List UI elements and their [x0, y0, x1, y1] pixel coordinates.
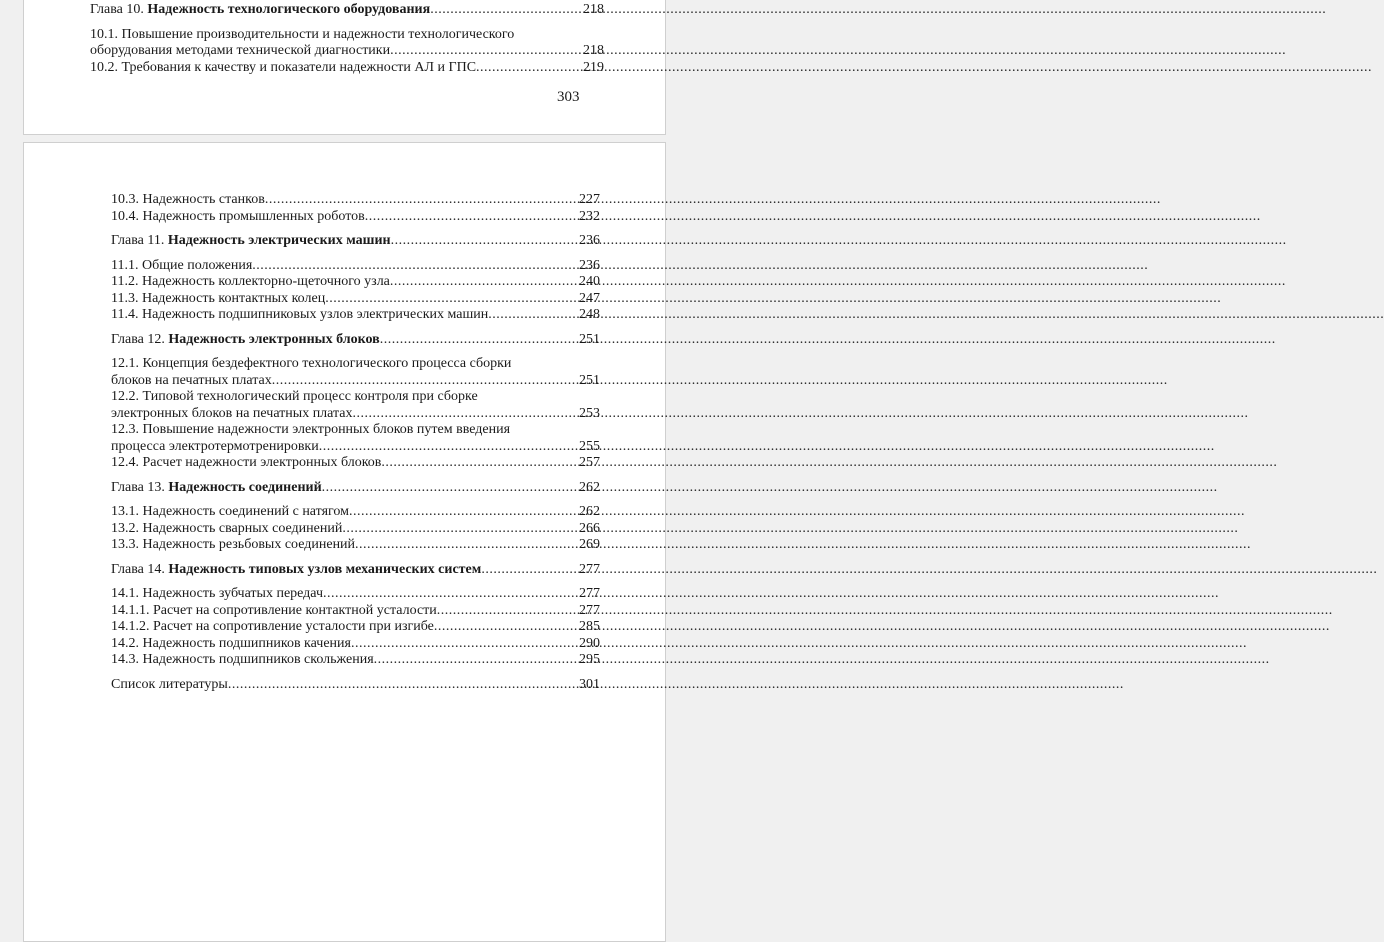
entry-text: 10.4. Надежность промышленных роботов [111, 208, 365, 224]
page-number: 303 [557, 89, 580, 105]
page-ref: 218 [583, 43, 604, 58]
page-ref: 266 [579, 520, 600, 536]
chapter-prefix: Глава 14. [111, 561, 169, 577]
entry-text: Список литературы [111, 676, 228, 692]
toc-references[interactable] [111, 677, 600, 694]
entry-text: 11.4. Надежность подшипниковых узлов электрических машин [111, 307, 489, 322]
entry-text: 11.3. Надежность контактных колец [111, 290, 326, 306]
toc-entry-13-1[interactable] [111, 504, 600, 521]
entry-text: 14.1.1. Расчет на сопротивление контактной усталости [111, 602, 437, 618]
page-ref: 232 [579, 208, 600, 224]
toc-entry-11-2[interactable] [111, 274, 600, 291]
entry-text: 10.2. Требования к качеству и показатели надежности АЛ и ГПС [90, 59, 477, 75]
leader-dots [381, 455, 579, 472]
entry-line: оборудования методами технической диагностики [90, 43, 391, 58]
leader-dots [481, 562, 579, 579]
leader-dots [272, 373, 579, 390]
toc-entry-13-3[interactable] [111, 537, 600, 554]
leader-dots [390, 43, 583, 60]
entry-text: 13.2. Надежность сварных соединений [111, 520, 343, 536]
entry-text: 14.2. Надежность подшипников качения [111, 635, 351, 651]
leader-dots [325, 291, 579, 308]
entry-text: 12.4. Расчет надежности электронных блоков [111, 455, 382, 470]
page-ref: 277 [579, 586, 600, 601]
leader-dots [434, 619, 579, 636]
toc-entry-10-1[interactable] [90, 27, 604, 60]
page-ref: 236 [579, 257, 600, 273]
leader-dots [390, 274, 579, 291]
entry-text: 13.1. Надежность соединений с натягом [111, 504, 350, 519]
chapter-title: Надежность электрических машин [167, 233, 391, 248]
leader-dots [488, 307, 579, 324]
leader-dots [322, 480, 579, 497]
entry-line: блоков на печатных платах [111, 372, 272, 388]
entry-text: 14.1. Надежность зубчатых передач [111, 586, 324, 601]
page-ref: 295 [579, 652, 600, 667]
entry-line: 12.3. Повышение надежности электронных блоков путем введения [111, 422, 511, 437]
leader-dots [342, 521, 579, 538]
toc-entry-12-2[interactable] [111, 389, 600, 422]
chapter-title: Надежность соединений [168, 479, 322, 495]
table-of-contents [111, 192, 600, 693]
chapter-prefix: Глава 13. [111, 479, 169, 495]
page-ref: 255 [579, 438, 600, 454]
toc-entry-10-3[interactable] [111, 192, 600, 209]
toc-entry-11-4[interactable] [111, 307, 600, 324]
leader-dots [437, 603, 579, 620]
entry-text: 14.1.2. Расчет на сопротивление усталости при изгибе [111, 619, 434, 634]
toc-entry-14-1-2[interactable] [111, 619, 600, 636]
table-of-contents-fragment [90, 2, 604, 76]
toc-entry-13-2[interactable] [111, 521, 600, 538]
entry-line: 12.1. Концепция бездефектного технологического процесса сборки [111, 356, 512, 371]
entry-line: 10.1. Повышение производительности и надежности технологического [90, 26, 515, 42]
page-ref: 251 [579, 372, 600, 388]
leader-dots [374, 652, 579, 669]
page-ref: 219 [583, 59, 604, 75]
page-ref: 285 [579, 619, 600, 634]
toc-entry-12-4[interactable] [111, 455, 600, 472]
toc-chapter-13[interactable] [111, 480, 600, 497]
leader-dots [430, 2, 583, 19]
entry-line: 12.2. Типовой технологический процесс контроля при сборке [111, 389, 478, 404]
page-ref: 277 [579, 602, 600, 618]
leader-dots [351, 636, 579, 653]
entry-text: 11.1. Общие положения [111, 257, 253, 273]
leader-dots [365, 209, 579, 226]
leader-dots [323, 586, 579, 603]
page-ref: 218 [583, 2, 604, 17]
chapter-title: Надежность электронных блоков [168, 331, 380, 347]
leader-dots [353, 406, 579, 423]
chapter-prefix: Глава 10. [90, 2, 148, 17]
leader-dots [252, 258, 579, 275]
leader-dots [355, 537, 579, 554]
page-ref: 253 [579, 405, 600, 421]
leader-dots [228, 677, 579, 694]
toc-entry-11-1[interactable] [111, 258, 600, 275]
entry-line: электронных блоков на печатных платах [111, 405, 353, 421]
leader-dots [380, 332, 579, 349]
entry-line: процесса электротермотренировки [111, 438, 319, 454]
entry-text: 10.3. Надежность станков [111, 192, 265, 207]
page-ref: 247 [579, 290, 600, 306]
toc-entry-10-2[interactable] [90, 60, 604, 77]
toc-entry-14-1-1[interactable] [111, 603, 600, 620]
toc-entry-12-3[interactable] [111, 422, 600, 455]
toc-chapter-11[interactable] [111, 233, 600, 250]
toc-entry-12-1[interactable] [111, 356, 600, 389]
toc-entry-14-3[interactable] [111, 652, 600, 669]
leader-dots [265, 192, 579, 209]
page-ref: 269 [579, 537, 600, 552]
leader-dots [319, 439, 579, 456]
document-page-top [23, 0, 666, 135]
page-ref: 277 [579, 561, 600, 577]
entry-text: 13.3. Надежность резьбовых соединений [111, 537, 356, 552]
toc-entry-14-1[interactable] [111, 586, 600, 603]
chapter-prefix: Глава 11. [111, 233, 168, 248]
chapter-title: Надежность технологического оборудования [147, 2, 431, 17]
document-page [23, 142, 666, 942]
toc-chapter-10[interactable] [90, 2, 604, 19]
page-ref: 257 [579, 455, 600, 470]
leader-dots [391, 233, 579, 250]
entry-text: 14.3. Надежность подшипников скольжения [111, 652, 374, 667]
page-ref: 240 [579, 274, 600, 289]
toc-chapter-12[interactable] [111, 332, 600, 349]
toc-entry-11-3[interactable] [111, 291, 600, 308]
page-ref: 248 [579, 307, 600, 322]
page-ref: 227 [579, 192, 600, 207]
chapter-title: Надежность типовых узлов механических систем [168, 561, 482, 577]
toc-chapter-14[interactable] [111, 562, 600, 579]
page-ref: 262 [579, 504, 600, 519]
toc-entry-10-4[interactable] [111, 209, 600, 226]
page-ref: 251 [579, 331, 600, 347]
page-ref: 301 [579, 676, 600, 692]
toc-entry-14-2[interactable] [111, 636, 600, 653]
page-ref: 262 [579, 479, 600, 495]
leader-dots [476, 60, 583, 77]
chapter-prefix: Глава 12. [111, 331, 169, 347]
page-ref: 236 [579, 233, 600, 248]
entry-text: 11.2. Надежность коллекторно-щеточного узла [111, 274, 390, 289]
leader-dots [349, 504, 579, 521]
page-ref: 290 [579, 635, 600, 651]
